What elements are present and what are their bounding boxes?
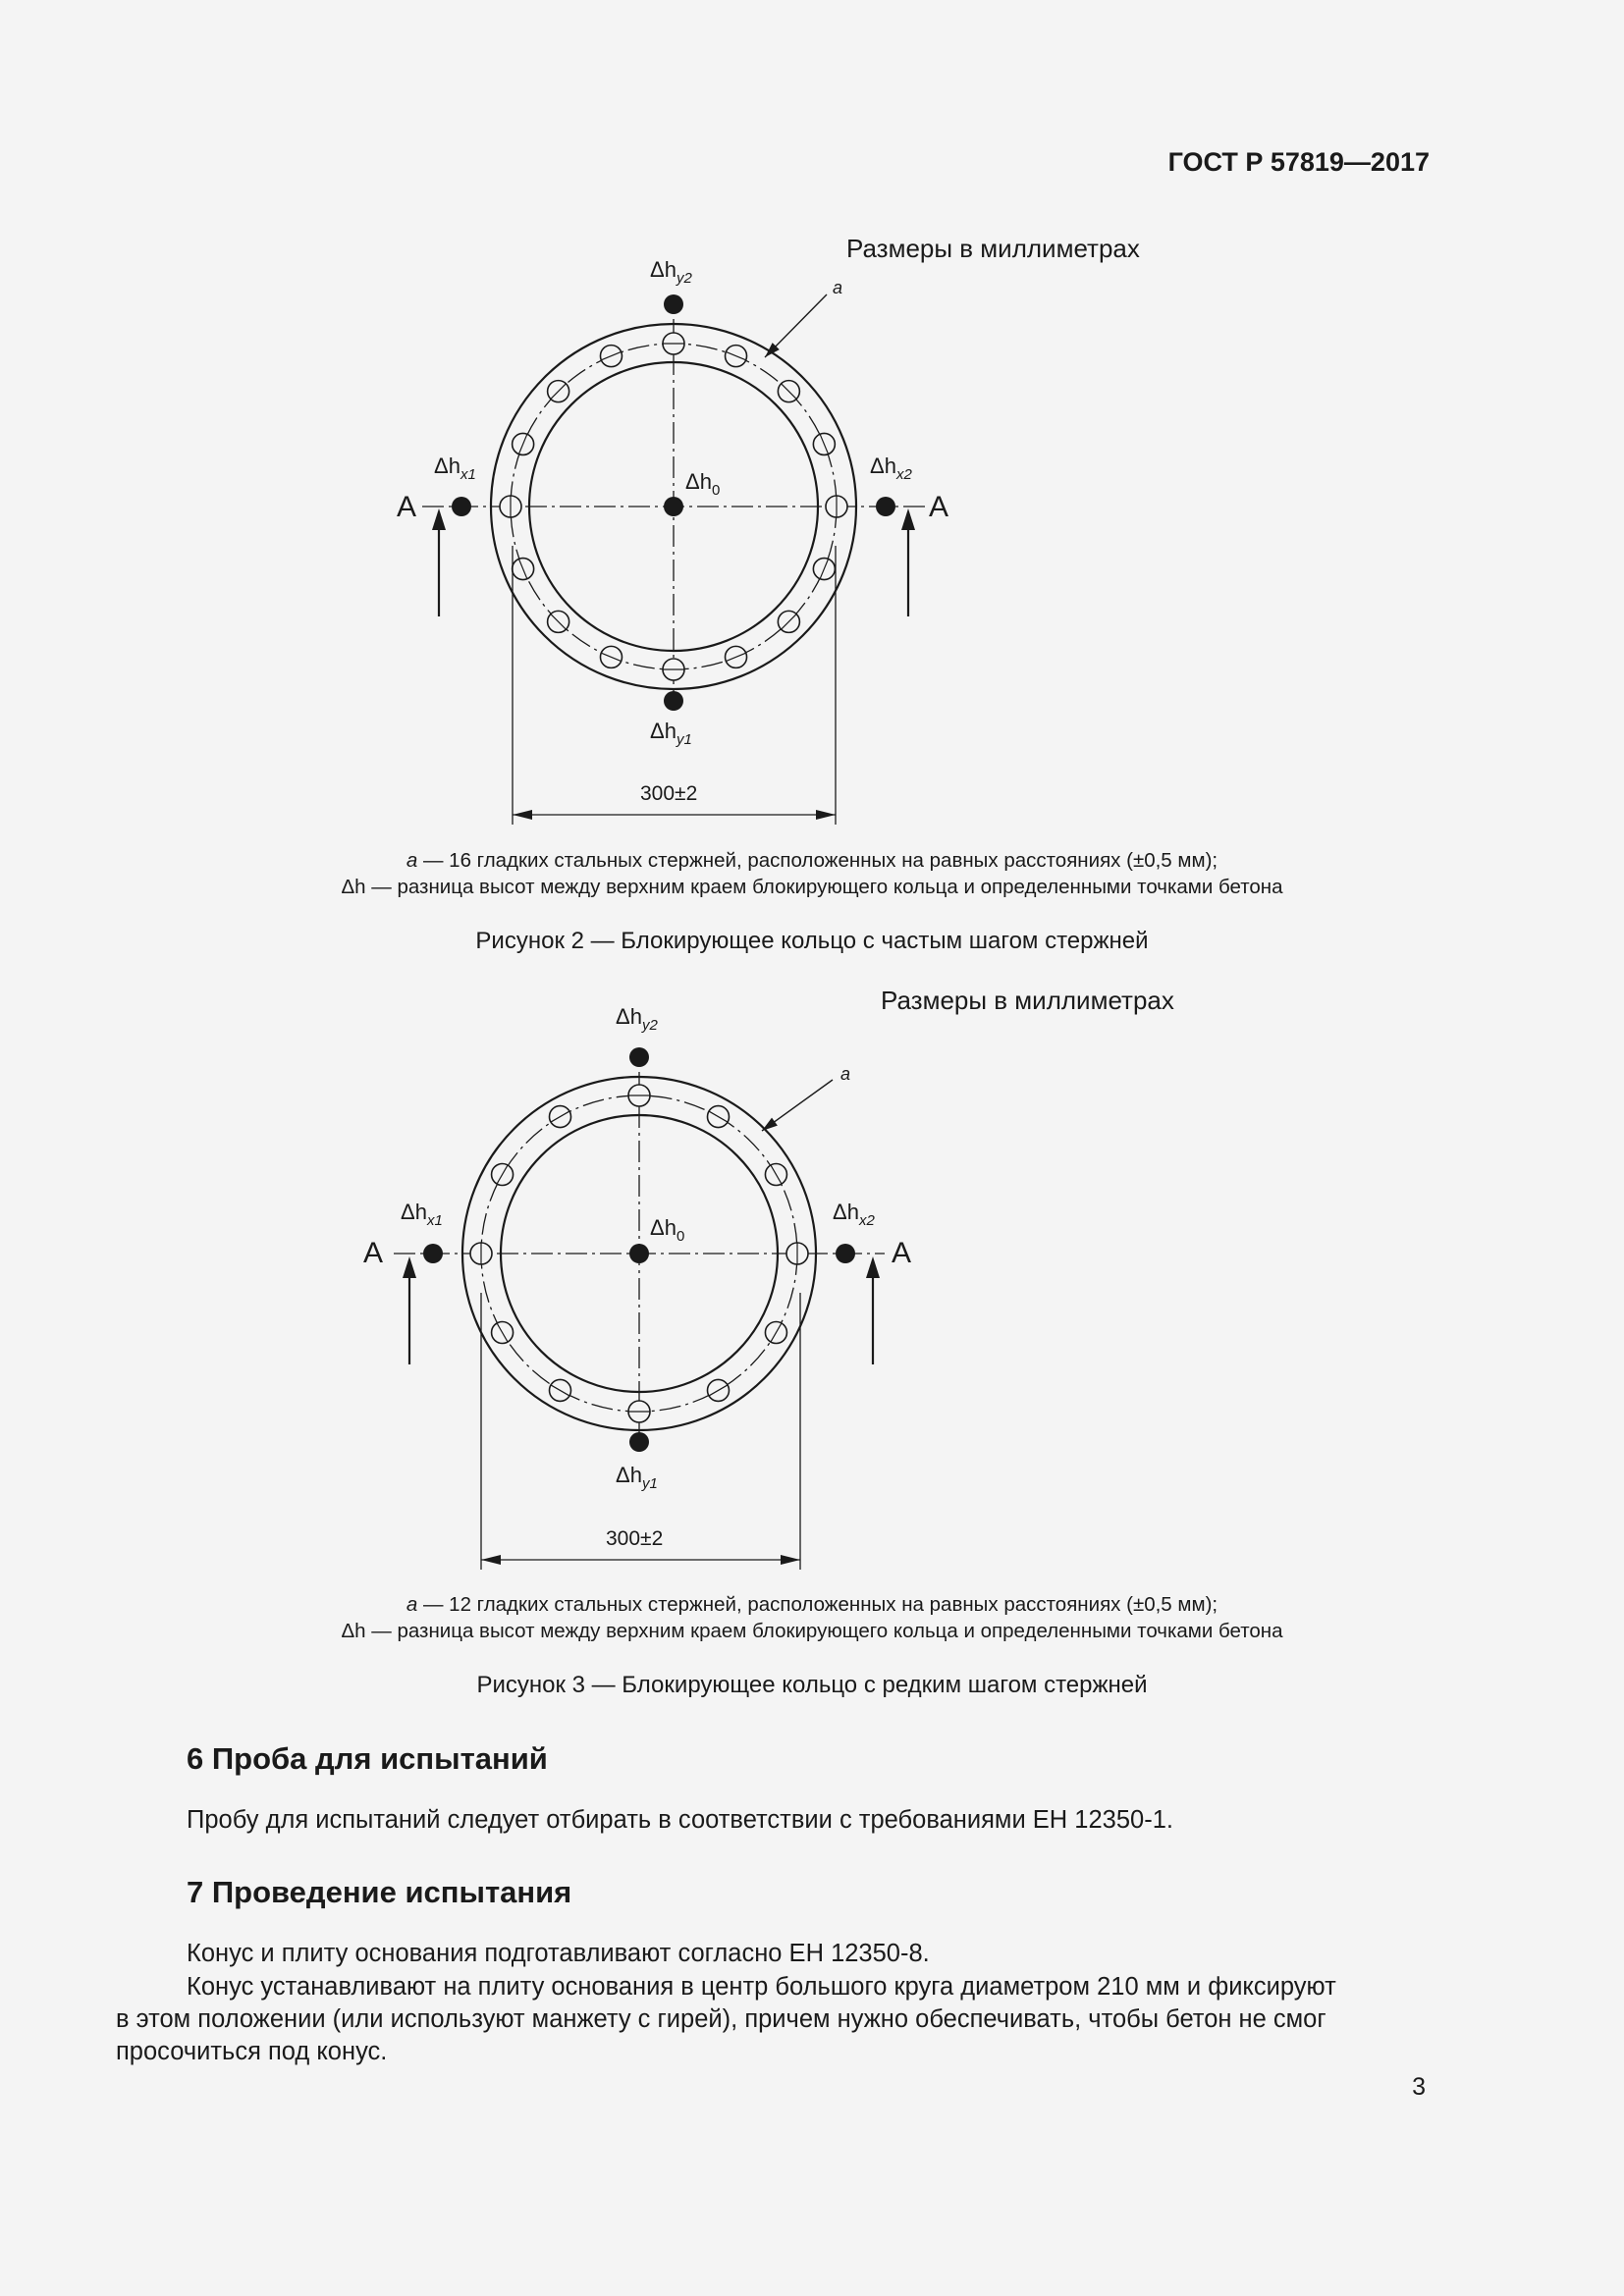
label-dh-x1: $\Delta h_{x1}$	[434, 454, 476, 483]
label-dh-0: $\Delta h_0$	[650, 1215, 685, 1245]
dimension-arrow	[781, 1555, 800, 1565]
section-7-paragraph-2-line-3: просочиться под конус.	[116, 2038, 388, 2065]
units-note: Размеры в миллиметрах	[846, 234, 1140, 263]
section-7-title: 7 Проведение испытания	[187, 1875, 572, 1909]
dimension-arrow	[481, 1555, 501, 1565]
units-note: Размеры в миллиметрах	[881, 986, 1174, 1015]
section-arrow-head	[866, 1256, 880, 1278]
figure-3-note-h: Δh — разница высот между верхним краем блокирующего кольца и определенными точками бетона	[341, 1620, 1283, 1642]
callout-a: a	[833, 278, 843, 297]
figure-3-note-a: a — 12 гладких стальных стержней, расположенных на равных расстояниях (±0,5 мм);	[406, 1593, 1218, 1616]
document-header: ГОСТ Р 57819—2017	[1167, 147, 1430, 177]
section-arrow-head	[403, 1256, 416, 1278]
label-dh-x2: $\Delta h_{x2}$	[833, 1200, 875, 1229]
section-mark-left: A	[397, 491, 417, 523]
section-7-paragraph-2-line-2: в этом положении (или используют манжету с гирей), причем нужно обеспечивать, чтобы бетон не смог	[116, 2005, 1326, 2033]
section-mark-right: A	[892, 1237, 912, 1269]
callout-a: a	[840, 1064, 851, 1084]
label-dh-x1: $\Delta h_{x1}$	[401, 1200, 443, 1229]
section-mark-right: A	[929, 491, 949, 523]
callout-arrow	[762, 1118, 778, 1131]
section-mark-left: A	[363, 1237, 384, 1269]
label-dh-y2: $\Delta h_{y2}$	[650, 257, 692, 287]
label-dh-x2: $\Delta h_{x2}$	[870, 454, 912, 483]
measuring-point	[629, 1432, 649, 1452]
page-number: 3	[1412, 2073, 1426, 2101]
label-dh-y2: $\Delta h_{y2}$	[616, 1004, 658, 1034]
figure-2-caption: Рисунок 2 — Блокирующее кольцо с частым шагом стержней	[475, 928, 1149, 954]
label-dh-0: $\Delta h_0$	[685, 469, 721, 499]
section-7-paragraph-1: Конус и плиту основания подготавливают согласно ЕН 12350-8.	[187, 1940, 930, 1967]
section-7-paragraph-2-line-1: Конус устанавливают на плиту основания в центр большого круга диаметром 210 мм и фиксируют	[187, 1973, 1336, 2001]
dimension-label: 300±2	[606, 1527, 664, 1550]
section-6-title: 6 Проба для испытаний	[187, 1741, 548, 1776]
label-dh-y1: $\Delta h_{y1}$	[650, 719, 692, 748]
figure-3-caption: Рисунок 3 — Блокирующее кольцо с редким шагом стержней	[476, 1672, 1148, 1698]
measuring-point	[629, 1244, 649, 1263]
dimension-label: 300±2	[640, 782, 698, 805]
figure-2-note-h: Δh — разница высот между верхним краем блокирующего кольца и определенными точками бетона	[341, 876, 1283, 898]
figure-2-note-a: a — 16 гладких стальных стержней, расположенных на равных расстояниях (±0,5 мм);	[406, 849, 1218, 872]
section-6-text: Пробу для испытаний следует отбирать в соответствии с требованиями ЕН 12350-1.	[187, 1806, 1173, 1834]
label-dh-y1: $\Delta h_{y1}$	[616, 1463, 658, 1492]
measuring-point	[423, 1244, 443, 1263]
measuring-point	[629, 1047, 649, 1067]
measuring-point	[836, 1244, 855, 1263]
